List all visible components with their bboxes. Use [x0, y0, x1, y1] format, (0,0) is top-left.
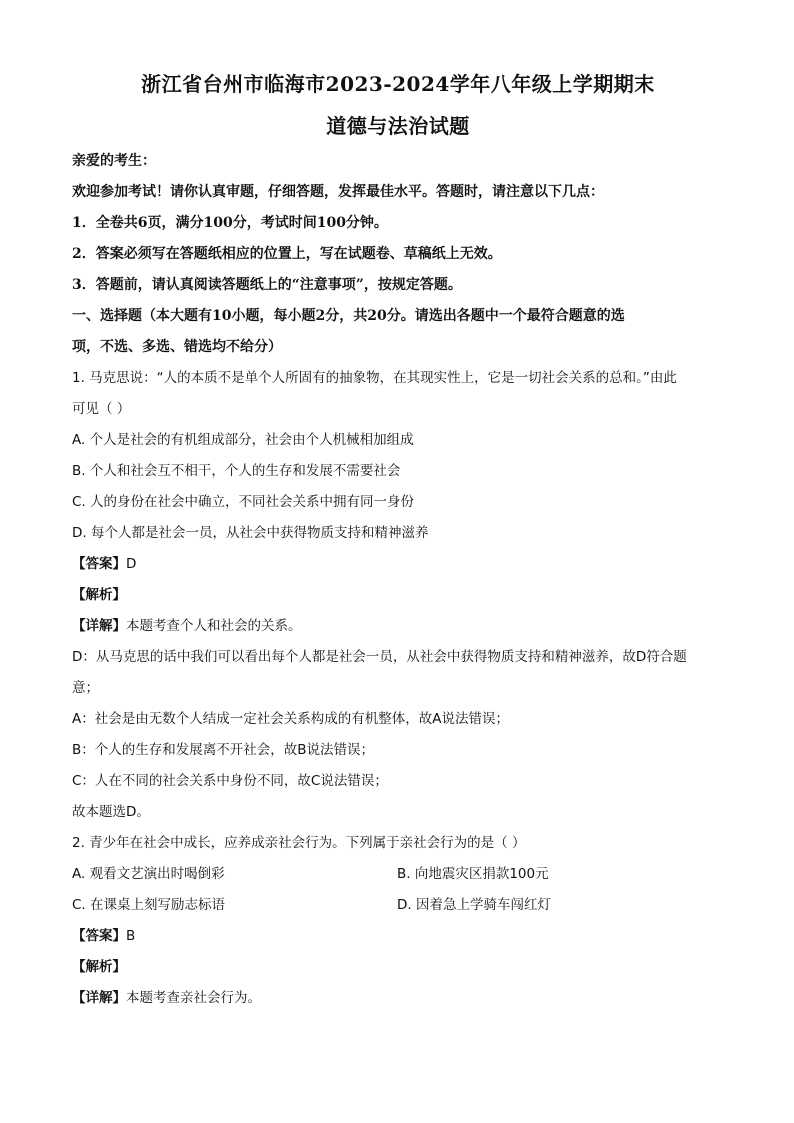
exam-intro — [72, 146, 724, 301]
section-heading-line-1: 一、选择题（本大题有10小题，每小题2分，共20分。请选出各题中一个最符合题意的选 — [72, 308, 625, 324]
q2-answer-tag: 【答案】 — [72, 928, 126, 944]
q1-explain-a: A：社会是由无数个人结成一定社会关系构成的有机整体，故A说法错误； — [72, 711, 509, 727]
section-heading-line-2: 项，不选、多选、错选均不给分） — [72, 339, 282, 355]
q1-option-d: D. 每个人都是社会一员，从社会中获得物质支持和精神滋养 — [72, 525, 429, 541]
q2-answer — [72, 921, 724, 952]
q2-detail-tag: 【详解】 — [72, 990, 126, 1006]
q1-explain-b: B：个人的生存和发展离不开社会，故B说法错误； — [72, 742, 375, 758]
q1-detail-tag: 【详解】 — [72, 618, 126, 634]
exam-page — [72, 56, 724, 1014]
q1-answer — [72, 549, 724, 580]
q1-conclusion: 故本题选D。 — [72, 804, 150, 820]
q2-option-d: D. 因着急上学骑车闯红灯 — [397, 897, 551, 913]
q1-option-a: A. 个人是社会的有机组成部分，社会由个人机械相加组成 — [72, 432, 414, 448]
q1-answer-tag: 【答案】 — [72, 556, 126, 572]
q1-option-b: B. 个人和社会互不相干，个人的生存和发展不需要社会 — [72, 463, 401, 479]
q2-option-b: B. 向地震灾区捐款100元 — [397, 866, 549, 882]
q2-options-row-1 — [72, 859, 724, 890]
q2-analysis-tag — [72, 952, 724, 983]
question-1 — [72, 363, 724, 828]
q1-option-c: C. 人的身份在社会中确立，不同社会关系中拥有同一身份 — [72, 494, 415, 510]
intro-note-1: 1．全卷共6页，满分100分，考试时间100分钟。 — [72, 215, 388, 231]
q2-answer-value: B — [126, 928, 136, 944]
q1-analysis-label: 【解析】 — [72, 587, 126, 603]
q1-detail — [72, 611, 724, 642]
q2-detail — [72, 983, 724, 1014]
section-heading — [72, 301, 724, 363]
q2-analysis-label: 【解析】 — [72, 959, 126, 975]
q2-stem: 2. 青少年在社会中成长，应养成亲社会行为。下列属于亲社会行为的是（ ） — [72, 835, 526, 851]
q2-detail-text: 本题考查亲社会行为。 — [126, 990, 261, 1006]
intro-note-2: 2．答案必须写在答题纸相应的位置上，写在试题卷、草稿纸上无效。 — [72, 246, 502, 262]
q2-options-row-2 — [72, 890, 724, 921]
q2-option-c: C. 在课桌上刻写励志标语 — [72, 897, 226, 913]
q1-stem-line-1: 1. 马克思说：“人的本质不是单个人所固有的抽象物，在其现实性上，它是一切社会关系的总和。”由此 — [72, 370, 677, 386]
page-title: 浙江省台州市临海市2023-2024学年八年级上学期期末 — [141, 72, 655, 96]
q1-stem-line-2: 可见（ ） — [72, 401, 131, 417]
intro-note-3: 3．答题前，请认真阅读答题纸上的“注意事项”，按规定答题。 — [72, 277, 462, 293]
intro-greeting: 亲爱的考生： — [72, 153, 156, 169]
q2-option-a: A. 观看文艺演出时喝倒彩 — [72, 866, 225, 882]
q1-explain-d-line-1: D：从马克思的话中我们可以看出每个人都是社会一员，从社会中获得物质支持和精神滋养，故D符合题 — [72, 649, 687, 665]
q1-explain-c: C：人在不同的社会关系中身份不同，故C说法错误； — [72, 773, 388, 789]
intro-welcome: 欢迎参加考试！请你认真审题，仔细答题，发挥最佳水平。答题时，请注意以下几点： — [72, 184, 604, 200]
q1-detail-text: 本题考查个人和社会的关系。 — [126, 618, 302, 634]
question-2 — [72, 828, 724, 1014]
q1-analysis-tag — [72, 580, 724, 611]
q1-explain-d-line-2: 意； — [72, 680, 99, 696]
q1-answer-value: D — [126, 556, 137, 572]
page-subtitle: 道德与法治试题 — [326, 114, 470, 138]
